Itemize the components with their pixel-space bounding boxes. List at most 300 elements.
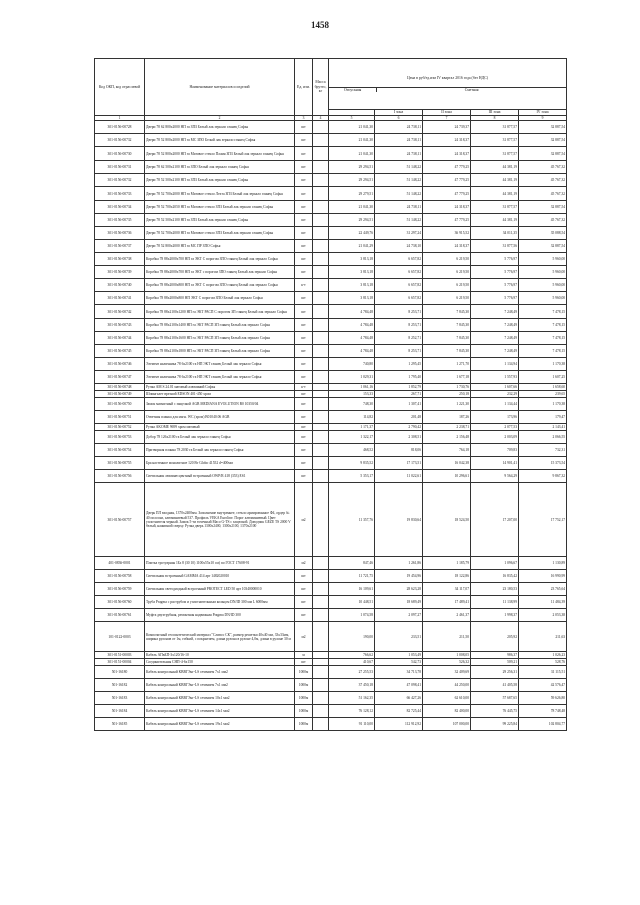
- row-mass: [313, 570, 329, 583]
- row-price-zone-3: 44 381,19: [471, 161, 519, 174]
- row-unit: 1000м: [295, 679, 313, 692]
- row-unit: шт: [295, 371, 313, 384]
- row-price-zone-1: 51 148,22: [375, 214, 423, 227]
- row-code: 301-0156-00735: [95, 214, 145, 227]
- table-row: [95, 470, 567, 483]
- row-price-zone-1: 24 738,11: [375, 147, 423, 161]
- row-price-zone-3: 31 877,57: [471, 147, 519, 161]
- header-name: Наименование материалов и изделий: [145, 59, 295, 116]
- row-price-zone-1: 31 297,24: [375, 227, 423, 240]
- price-table: [94, 58, 567, 731]
- row-price-zone-1: 1 261,86: [375, 557, 423, 570]
- row-price-zone-3: 16 835,42: [471, 570, 519, 583]
- page-number: 1458: [311, 20, 329, 30]
- row-mass: [313, 457, 329, 470]
- row-mass: [313, 161, 329, 174]
- row-unit: 1000м: [295, 666, 313, 679]
- row-price-wholesale: 4 784,48: [329, 345, 375, 358]
- row-price-zone-1: 8 253,71: [375, 345, 423, 358]
- row-name: Двери 78 52 500х2100 НП га ЗПЗ Белый лак зеркало глянец Софья: [145, 214, 295, 227]
- row-price-zone-2: 6 219,50: [423, 292, 471, 305]
- row-name: Элемент наличника 78 6х2100 га НП ЭКТ глянец Белый лак зеркало Софья: [145, 371, 295, 384]
- row-name: Кабель контрольный КВВГЭнг-LS сечением 10х1 мм2: [145, 692, 295, 705]
- row-name: Двери 78 52 800х2000 НП га Матовое стекло Пламя ЗПЗ Белый лак зеркало глянец Софья: [145, 147, 295, 161]
- row-mass: [313, 134, 329, 147]
- row-price-zone-4: 16 990,99: [519, 570, 567, 583]
- table-row: [95, 214, 567, 227]
- row-price-zone-1: 8 253,71: [375, 319, 423, 332]
- row-price-zone-3: 1 134,94: [471, 358, 519, 371]
- row-price-zone-1: 6 657,82: [375, 279, 423, 292]
- row-price-zone-2: 107 000,00: [423, 718, 471, 731]
- row-unit: м: [295, 652, 313, 659]
- row-code: 501-16180: [95, 666, 145, 679]
- row-price-wholesale: 740,80: [329, 358, 375, 371]
- row-price-zone-2: 1 677,18: [423, 371, 471, 384]
- row-unit: шт: [295, 253, 313, 266]
- header-price-group: [329, 59, 567, 110]
- table-row: [95, 371, 567, 384]
- header-zone-2: II зона: [423, 110, 471, 116]
- table-row: [95, 358, 567, 371]
- row-name: Кабель контрольный КВВГЭнг-LS сечением 14х1 мм2: [145, 705, 295, 718]
- row-price-zone-4: 7 478,15: [519, 332, 567, 345]
- row-unit: 1000м: [295, 705, 313, 718]
- row-code: 301-0156-00745: [95, 345, 145, 358]
- row-price-wholesale: 3 813,18: [329, 253, 375, 266]
- row-price-wholesale: 29 294,51: [329, 161, 375, 174]
- row-price-zone-2: 24 318,37: [423, 147, 471, 161]
- row-mass: [313, 319, 329, 332]
- table-row: [95, 570, 567, 583]
- row-price-zone-4: 23 765,64: [519, 583, 567, 596]
- row-price-zone-4: 31 115,51: [519, 666, 567, 679]
- row-unit: шт: [295, 358, 313, 371]
- row-name: Ручка AKOME 9699 хром матовый: [145, 424, 295, 431]
- row-price-zone-3: 232,29: [471, 391, 519, 398]
- row-mass: [313, 121, 329, 134]
- row-price-zone-1: 47 098,41: [375, 679, 423, 692]
- row-price-zone-4: 32 887,54: [519, 240, 567, 253]
- row-price-zone-4: 32 887,54: [519, 121, 567, 134]
- row-mass: [313, 371, 329, 384]
- row-price-wholesale: 29 294,51: [329, 214, 375, 227]
- row-code: 301-0156-00738: [95, 253, 145, 266]
- row-code: 301-0156-00761: [95, 609, 145, 622]
- table-row: [95, 305, 567, 319]
- row-price-zone-1: 51 148,22: [375, 187, 423, 201]
- row-price-zone-3: 17 207,00: [471, 483, 519, 557]
- row-price-zone-4: 42 576,47: [519, 679, 567, 692]
- row-code: 401-0836-0001: [95, 557, 145, 570]
- row-name: Элемент наличника 78 6х2100 га НП ЭКТ глянец Белый лак зеркало Софья: [145, 358, 295, 371]
- row-price-zone-4: 1 026,23: [519, 652, 567, 659]
- row-price-zone-2: 1 730,76: [423, 384, 471, 391]
- table-row: [95, 483, 567, 557]
- row-price-wholesale: 21 041,29: [329, 240, 375, 253]
- row-code: 301-0156-00744: [95, 332, 145, 345]
- row-price-wholesale: 21 041,30: [329, 134, 375, 147]
- row-name: Коробка 78 88х2100х1200 НП га ЭКТ РАСП С порогом ЗП глянец Белый лак зеркало Софья: [145, 305, 295, 319]
- row-code: 301-0156-00747: [95, 371, 145, 384]
- row-code: 301-0156-00732: [95, 174, 145, 187]
- row-unit: шт: [295, 319, 313, 332]
- row-name: Светильник люминесцентный встроенный ОWP/R 418 (353) ES1: [145, 470, 295, 483]
- table-row: [95, 411, 567, 424]
- row-name: Соединительная СНП-4-6х150: [145, 659, 295, 666]
- table-row: [95, 319, 567, 332]
- row-price-wholesale: 9 835,52: [329, 457, 375, 470]
- table-row: [95, 227, 567, 240]
- row-price-zone-1: 2 308,51: [375, 431, 423, 444]
- row-price-zone-3: 44 381,19: [471, 174, 519, 187]
- row-price-zone-2: 34 117,07: [423, 583, 471, 596]
- row-price-zone-4: 11 484,39: [519, 596, 567, 609]
- row-price-wholesale: 3 813,18: [329, 266, 375, 279]
- row-price-zone-4: 59 626,80: [519, 692, 567, 705]
- row-mass: [313, 659, 329, 666]
- row-price-zone-3: 7 248,49: [471, 319, 519, 332]
- row-name: Плитка тротуарная 1Бs 8 (30 10) 1100х55х10 см) по ГОСТ 17608-91: [145, 557, 295, 570]
- row-name: Кабель контрольный КВВГЭнг-LS сечением 19х1 мм2: [145, 718, 295, 731]
- row-price-wholesale: 3 813,18: [329, 279, 375, 292]
- col-number: 9: [519, 116, 567, 121]
- row-price-zone-3: 31 877,56: [471, 240, 519, 253]
- row-code: 301-0156-00759: [95, 583, 145, 596]
- row-unit: шт: [295, 609, 313, 622]
- table-row: [95, 253, 567, 266]
- row-price-zone-4: 7 478,15: [519, 319, 567, 332]
- row-code: 501-16185: [95, 718, 145, 731]
- row-name: Шпингалет врезной EDSON 401-450 хром: [145, 391, 295, 398]
- row-unit: шт: [295, 227, 313, 240]
- row-price-zone-4: 7 478,15: [519, 345, 567, 358]
- row-name: Композитный геосинтетический материал "Сливос СК", размер решетки 40х40 мм, 33х33мм, ширина рулонов от 1м, гибкий, с покрытием, длина рулона в рулоне 4,0м, длина в рулоне 30 м: [145, 622, 295, 652]
- row-unit: шт: [295, 147, 313, 161]
- row-price-zone-4: 5 960,00: [519, 292, 567, 305]
- row-price-wholesale: 16 109,61: [329, 583, 375, 596]
- row-price-zone-1: 267,71: [375, 391, 423, 398]
- row-price-zone-3: 5 776,97: [471, 279, 519, 292]
- row-code: 301-0151-00004: [95, 659, 145, 666]
- row-mass: [313, 557, 329, 570]
- row-mass: [313, 718, 329, 731]
- row-price-zone-4: 732,31: [519, 444, 567, 457]
- row-code: 301-0156-00754: [95, 444, 145, 457]
- row-mass: [313, 692, 329, 705]
- row-price-zone-4: 2 066,55: [519, 431, 567, 444]
- row-price-wholesale: 766,62: [329, 652, 375, 659]
- row-name: Двери 78 52 500х2100 НП га ЗПЗ Белый лак зеркало глянец Софья: [145, 174, 295, 187]
- row-unit: шт: [295, 659, 313, 666]
- row-price-zone-2: 1 008,05: [423, 652, 471, 659]
- table-row: [95, 666, 567, 679]
- row-mass: [313, 652, 329, 659]
- row-name: Светильник светодиодный встроенный PROTECT LED 50 арт 10340000010: [145, 583, 295, 596]
- row-unit: шт: [295, 266, 313, 279]
- row-mass: [313, 483, 329, 557]
- row-price-zone-4: 9 867,32: [519, 470, 567, 483]
- row-price-zone-4: 32 887,54: [519, 147, 567, 161]
- row-price-wholesale: 847,46: [329, 557, 375, 570]
- row-price-zone-2: 47 779,25: [423, 187, 471, 201]
- row-price-zone-2: 44 250,00: [423, 679, 471, 692]
- row-price-zone-1: 24 738,10: [375, 240, 423, 253]
- col-number: 2: [145, 116, 295, 121]
- row-price-zone-2: 18 122,86: [423, 570, 471, 583]
- row-mass: [313, 596, 329, 609]
- row-name: Коробка 78 88х2000х800 НП ЭКТ С порогом ЗПО Белый лак зеркало Софья: [145, 292, 295, 305]
- row-code: 301-0156-00751: [95, 411, 145, 424]
- row-code: 301-0156-00743: [95, 319, 145, 332]
- row-unit: шт: [295, 292, 313, 305]
- row-price-zone-4: 1 170,38: [519, 358, 567, 371]
- row-price-wholesale: 51 162,35: [329, 692, 375, 705]
- row-unit: шт: [295, 134, 313, 147]
- row-unit: 1000м: [295, 718, 313, 731]
- row-name: Двери 78 52 700х2000 НП га Матовое стекло ЗПЗ Белый лак зеркало глянец Софья: [145, 227, 295, 240]
- table-row: [95, 147, 567, 161]
- row-code: 301-0156-00756: [95, 470, 145, 483]
- row-price-wholesale: 21 041,30: [329, 201, 375, 214]
- row-unit: м2: [295, 622, 313, 652]
- row-price-zone-3: 7 248,49: [471, 305, 519, 319]
- row-price-zone-3: 31 877,57: [471, 134, 519, 147]
- row-price-zone-2: 36 915,52: [423, 227, 471, 240]
- row-price-wholesale: 1 029,31: [329, 371, 375, 384]
- row-price-zone-1: 6 657,82: [375, 253, 423, 266]
- col-number: 3: [295, 116, 313, 121]
- row-unit: шт: [295, 424, 313, 431]
- row-price-zone-4: 45 767,32: [519, 214, 567, 227]
- row-price-wholesale: 76 128,12: [329, 705, 375, 718]
- table-row: [95, 345, 567, 358]
- row-name: Добор 78 126х2100 га Белый лак зеркало глянец Софья: [145, 431, 295, 444]
- row-unit: шт: [295, 305, 313, 319]
- row-unit: шт: [295, 470, 313, 483]
- row-price-zone-3: 709,83: [471, 444, 519, 457]
- row-mass: [313, 305, 329, 319]
- col-number: 4: [313, 116, 329, 121]
- row-mass: [313, 583, 329, 596]
- row-price-zone-3: 205,92: [471, 622, 519, 652]
- row-price-zone-2: 24 318,37: [423, 134, 471, 147]
- table-row: [95, 332, 567, 345]
- row-price-zone-2: 6 219,50: [423, 279, 471, 292]
- row-price-zone-3: 2 003,09: [471, 431, 519, 444]
- row-price-wholesale: 4 784,48: [329, 332, 375, 345]
- row-price-zone-1: 8 253,71: [375, 305, 423, 319]
- row-price-zone-1: 34 713,78: [375, 666, 423, 679]
- row-price-wholesale: 37 450,18: [329, 679, 375, 692]
- row-code: 301-0156-00742: [95, 305, 145, 319]
- row-code: 301-0156-00739: [95, 266, 145, 279]
- row-mass: [313, 666, 329, 679]
- row-price-zone-4: 2 053,38: [519, 609, 567, 622]
- row-code: 301-0156-00752: [95, 424, 145, 431]
- row-price-wholesale: 21 041,30: [329, 147, 375, 161]
- row-price-zone-3: 1 607,66: [471, 384, 519, 391]
- row-code: 301-0156-00755: [95, 457, 145, 470]
- row-price-zone-2: 2 156,48: [423, 431, 471, 444]
- header-price-group-label: Цена в руб/ед.изм IV квартал 2016 года (без НДС): [407, 76, 489, 81]
- row-name: Двери 78 52 800х2000 НП га МС ЗПО Белый лак зеркало глянец Софья: [145, 134, 295, 147]
- row-price-zone-4: 32 887,54: [519, 134, 567, 147]
- row-price-zone-4: 211,63: [519, 622, 567, 652]
- row-price-wholesale: 748,30: [329, 398, 375, 411]
- row-mass: [313, 431, 329, 444]
- row-price-zone-2: 1 221,30: [423, 398, 471, 411]
- header-mass: Масса брутто, кг: [313, 59, 329, 116]
- col-number: 5: [329, 116, 375, 121]
- row-mass: [313, 279, 329, 292]
- row-price-zone-4: 45 767,32: [519, 161, 567, 174]
- row-price-zone-3: 1 998,37: [471, 609, 519, 622]
- row-unit: шт: [295, 174, 313, 187]
- row-code: 301-0156-00730: [95, 147, 145, 161]
- row-price-wholesale: 4 784,48: [329, 305, 375, 319]
- row-code: 301-0156-00733: [95, 187, 145, 201]
- row-price-zone-3: 5 776,97: [471, 292, 519, 305]
- table-row: [95, 718, 567, 731]
- row-unit: шт: [295, 444, 313, 457]
- row-price-zone-2: 7 845,30: [423, 305, 471, 319]
- table-row: [95, 161, 567, 174]
- row-price-wholesale: 10 448,51: [329, 596, 375, 609]
- row-price-zone-2: 7 845,30: [423, 319, 471, 332]
- table-row: [95, 457, 567, 470]
- table-row: [95, 187, 567, 201]
- row-price-zone-2: 47 779,25: [423, 174, 471, 187]
- row-name: Бра настенное монолитное 120 Вт Globo 41552 d=400мм: [145, 457, 295, 470]
- row-price-zone-3: 2 077,53: [471, 424, 519, 431]
- row-price-zone-1: 201,48: [375, 411, 423, 424]
- row-price-zone-1: 51 148,22: [375, 161, 423, 174]
- row-mass: [313, 705, 329, 718]
- row-unit: шт: [295, 583, 313, 596]
- row-price-zone-1: 1 852,79: [375, 384, 423, 391]
- row-name: Дверь ПЛ входная, 1370х2400мм. Заполнение внутреннее, стекло армированное Ф4, ордер № 40 полоски, алюминиевый 537. Профиль VEKA Euroline. Порог алюминиевый. Цвет уплотнителя черный. Замок 5-ти точечный Maco G-TS с защелкой. Доводчик GEZE TS 2000 V белый, наживной сверху. Ручка дверь 1300х2400, 1300х2100, 1370х2100: [145, 483, 295, 557]
- row-price-zone-3: 57 687,65: [471, 692, 519, 705]
- row-price-zone-2: 250,18: [423, 391, 471, 398]
- col-number: 6: [375, 116, 423, 121]
- row-mass: [313, 470, 329, 483]
- row-price-zone-1: 24 738,11: [375, 201, 423, 214]
- row-price-zone-2: 187,26: [423, 411, 471, 424]
- header-code: Код ОКП, код отраслевой: [95, 59, 145, 116]
- row-price-zone-2: 6 219,50: [423, 253, 471, 266]
- row-name: Коробка 78 88х2000х700 НП га ЭКТ С порогом ЗПО глянец Белый лак зеркало Софья: [145, 253, 295, 266]
- row-price-zone-4: 17 752,17: [519, 483, 567, 557]
- table-row: [95, 705, 567, 718]
- table-row: [95, 240, 567, 253]
- row-name: Коробка 78 88х2000х700 НП га ЭКТ с порогом ЗПО глянец Белый лак зеркало Софья: [145, 266, 295, 279]
- row-mass: [313, 147, 329, 161]
- row-price-zone-2: 526,32: [423, 659, 471, 666]
- row-price-zone-1: 8 252,71: [375, 332, 423, 345]
- row-unit: м2: [295, 483, 313, 557]
- row-price-wholesale: 190,00: [329, 622, 375, 652]
- row-unit: шт: [295, 187, 313, 201]
- row-price-zone-4: 239,65: [519, 391, 567, 398]
- col-number: 8: [471, 116, 519, 121]
- row-unit: шт: [295, 161, 313, 174]
- row-unit: к-т: [295, 279, 313, 292]
- table-row: [95, 384, 567, 391]
- row-name: Коробка 78 88х2100х1600 НП га ЭКТ РАСП ЗП глянец Белый лак зеркало Софья: [145, 332, 295, 345]
- row-mass: [313, 609, 329, 622]
- row-price-zone-4: 5 960,00: [519, 253, 567, 266]
- row-price-zone-1: 1 053,49: [375, 652, 423, 659]
- row-price-zone-4: 1 607,25: [519, 371, 567, 384]
- row-unit: шт: [295, 596, 313, 609]
- row-unit: шт: [295, 201, 313, 214]
- row-unit: шт: [295, 457, 313, 470]
- row-name: Кабель контрольный КВВГЭнг-LS сечением 7х1 мм2: [145, 666, 295, 679]
- row-price-zone-3: 5 776,97: [471, 253, 519, 266]
- row-unit: шт: [295, 345, 313, 358]
- row-price-zone-4: 5 960,00: [519, 266, 567, 279]
- row-price-zone-3: 7 248,49: [471, 332, 519, 345]
- row-unit: шт: [295, 121, 313, 134]
- row-name: Светильник встроенный GAMMA 414 арт 1482020010: [145, 570, 295, 583]
- row-price-zone-1: 818,06: [375, 444, 423, 457]
- row-price-zone-3: 44 381,19: [471, 187, 519, 201]
- row-unit: шт: [295, 398, 313, 411]
- row-price-zone-4: 45 767,32: [519, 187, 567, 201]
- row-code: 301-0156-00750: [95, 398, 145, 411]
- row-price-zone-2: 7 845,30: [423, 332, 471, 345]
- row-price-zone-3: 1 134,44: [471, 398, 519, 411]
- row-price-zone-4: 7 478,15: [519, 305, 567, 319]
- row-code: 301-0156-00736: [95, 227, 145, 240]
- row-price-zone-1: 6 657,82: [375, 266, 423, 279]
- row-price-wholesale: 91 110,00: [329, 718, 375, 731]
- table-row: [95, 596, 567, 609]
- row-name: Труба Pragma с раструбом и уплотнительным кольцом DN/ID 300 мм L 6000мм: [145, 596, 295, 609]
- row-code: 301-0156-00728: [95, 121, 145, 134]
- row-mass: [313, 332, 329, 345]
- row-price-zone-3: 1 557,93: [471, 371, 519, 384]
- row-price-zone-4: 35 088,54: [519, 227, 567, 240]
- table-row: [95, 692, 567, 705]
- row-name: Двери 78 52 800х2000 НП га МС ПР ЗПО Софья: [145, 240, 295, 253]
- row-code: 301-0156-00757: [95, 483, 145, 557]
- row-code: 301-0156-00753: [95, 431, 145, 444]
- table-row: [95, 622, 567, 652]
- row-price-zone-2: 1 185,79: [423, 557, 471, 570]
- row-price-wholesale: 11 357,76: [329, 483, 375, 557]
- row-mass: [313, 214, 329, 227]
- price-rows: [95, 121, 567, 731]
- row-name: Ручка АМ S 24.01 матовый алюминий Софья: [145, 384, 295, 391]
- row-price-zone-4: 179,47: [519, 411, 567, 424]
- row-unit: шт: [295, 570, 313, 583]
- row-mass: [313, 391, 329, 398]
- row-price-zone-2: 24 318,37: [423, 201, 471, 214]
- row-price-wholesale: 1 322,17: [329, 431, 375, 444]
- header-zone-3: III зона: [471, 110, 519, 116]
- row-mass: [313, 411, 329, 424]
- row-price-zone-1: 1 295,45: [375, 358, 423, 371]
- row-unit: шт: [295, 332, 313, 345]
- table-row: [95, 391, 567, 398]
- row-price-wholesale: 1 074,58: [329, 609, 375, 622]
- row-price-zone-1: 542,73: [375, 659, 423, 666]
- row-price-zone-1: 2 097,27: [375, 609, 423, 622]
- row-price-zone-4: 1 170,38: [519, 398, 567, 411]
- row-name: Кабель АПвБП-3х120/16-10: [145, 652, 295, 659]
